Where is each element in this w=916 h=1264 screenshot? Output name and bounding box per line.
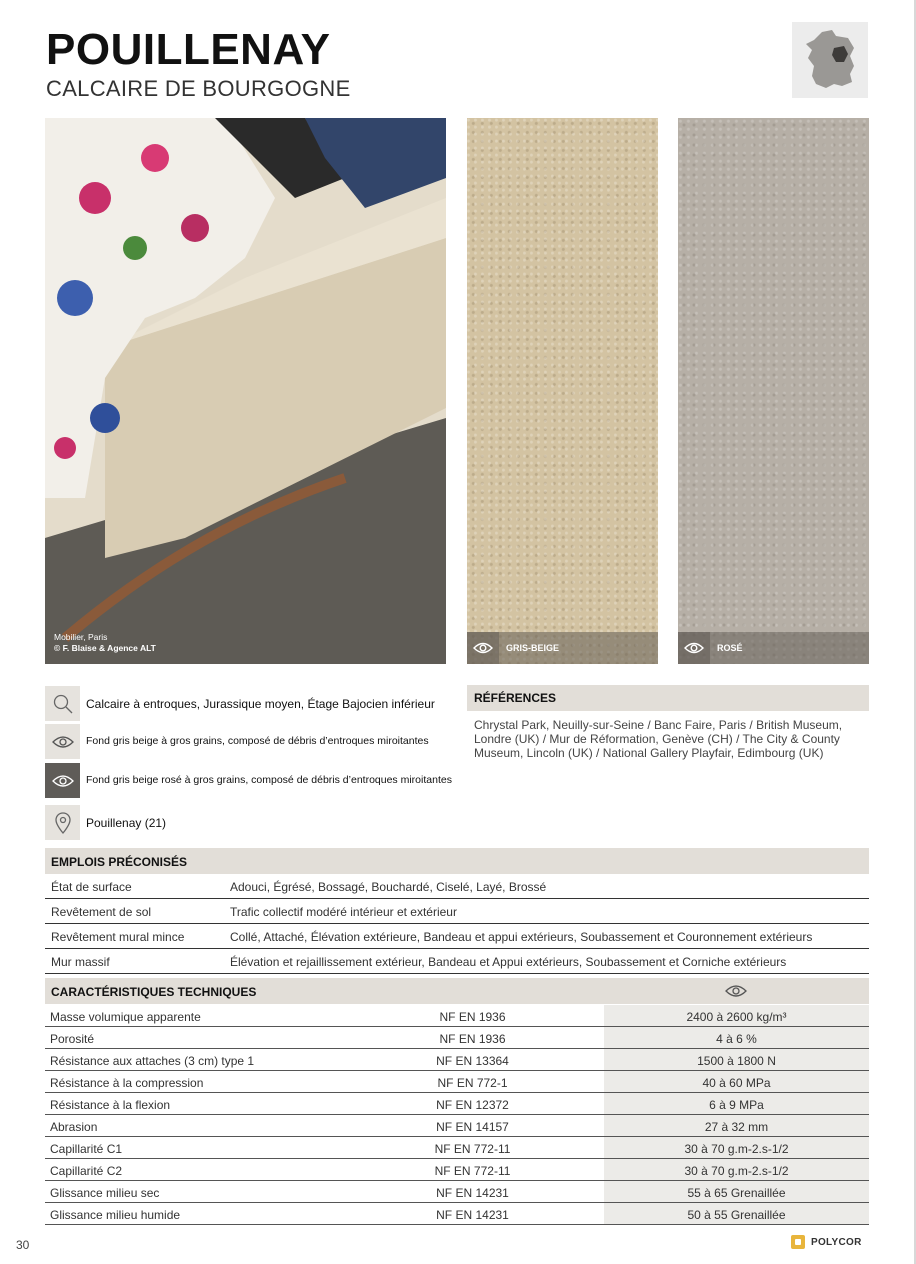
polycor-logo-icon [791,1235,805,1249]
eye-icon [45,724,80,759]
emplois-row: Revêtement mural mince Collé, Attaché, Élévation extérieure, Bandeau et appui extérieurs, Soubassement et Couronnement extérieurs [45,924,869,949]
tech-row: Masse volumique apparente NF EN 1936 2400 à 2600 kg/m³ [45,1005,869,1027]
swatch-caption-bar [678,632,869,664]
project-photo [45,118,446,664]
tech-row: Porosité NF EN 1936 4 à 6 % [45,1027,869,1049]
tech-row: Résistance à la compression NF EN 772-1 40 à 60 MPa [45,1071,869,1093]
eye-icon [678,632,710,664]
eye-icon [45,763,80,798]
brand-logo: POLYCOR [791,1235,862,1249]
tech-row: Glissance milieu sec NF EN 14231 55 à 65 Grenaillée [45,1181,869,1203]
tech-row: Abrasion NF EN 14157 27 à 32 mm [45,1115,869,1137]
emplois-row: Mur massif Élévation et rejaillissement extérieur, Bandeau et Appui extérieurs, Soubassement et Corniche extérieurs [45,949,869,974]
swatch-caption-bar [467,632,658,664]
tech-row: Résistance aux attaches (3 cm) type 1 NF EN 13364 1500 à 1800 N [45,1049,869,1071]
page-subtitle: CALCAIRE DE BOURGOGNE [46,76,351,101]
page-number: 30 [16,1238,30,1252]
swatch-label: ROSÉ [717,643,743,653]
references-heading: RÉFÉRENCES [467,685,869,711]
references-text: Chrystal Park, Neuilly-sur-Seine / Banc Faire, Paris / British Museum, Londre (UK) / Mur de Réformation, Genève (CH) / The City & County Museum, Lincoln (UK) / National Gallery Playfair, Edimbourg (UK) [474,718,843,760]
info-geology: Calcaire à entroques, Jurassique moyen, Étage Bajocien inférieur [45,686,435,721]
tech-row: Glissance milieu humide NF EN 14231 50 à 55 Grenaillée [45,1203,869,1225]
france-map [792,22,868,98]
swatch-rose [678,118,869,664]
eye-icon [725,984,747,1001]
france-outline [806,30,854,88]
swatch-label: GRIS-BEIGE [506,643,560,653]
emplois-row: Revêtement de sol Trafic collectif modéré intérieur et extérieur [45,899,869,924]
emplois-row: État de surface Adouci, Égrésé, Bossagé, Bouchardé, Ciselé, Layé, Brossé [45,874,869,899]
info-aspect-rose: Fond gris beige rosé à gros grains, composé de débris d’entroques miroitantes [45,763,452,798]
tech-heading: CARACTÉRISTIQUES TECHNIQUES [45,978,869,1004]
swatch-gris-beige [467,118,658,664]
info-location: Pouillenay (21) [45,805,166,840]
info-aspect-gris-beige: Fond gris beige à gros grains, composé de débris d’entroques miroitantes [45,724,429,759]
magnifier-icon [45,686,80,721]
tech-row: Capillarité C1 NF EN 772-11 30 à 70 g.m-2.s-1/2 [45,1137,869,1159]
location-pin-icon [45,805,80,840]
page-title: POUILLENAY [46,25,331,74]
tech-row: Résistance à la flexion NF EN 12372 6 à 9 MPa [45,1093,869,1115]
eye-icon [467,632,499,664]
photo-credit: Mobilier, Paris © F. Blaise & Agence ALT [54,632,156,653]
tech-row: Capillarité C2 NF EN 772-11 30 à 70 g.m-2.s-1/2 [45,1159,869,1181]
emplois-heading: EMPLOIS PRÉCONISÉS [45,848,869,874]
